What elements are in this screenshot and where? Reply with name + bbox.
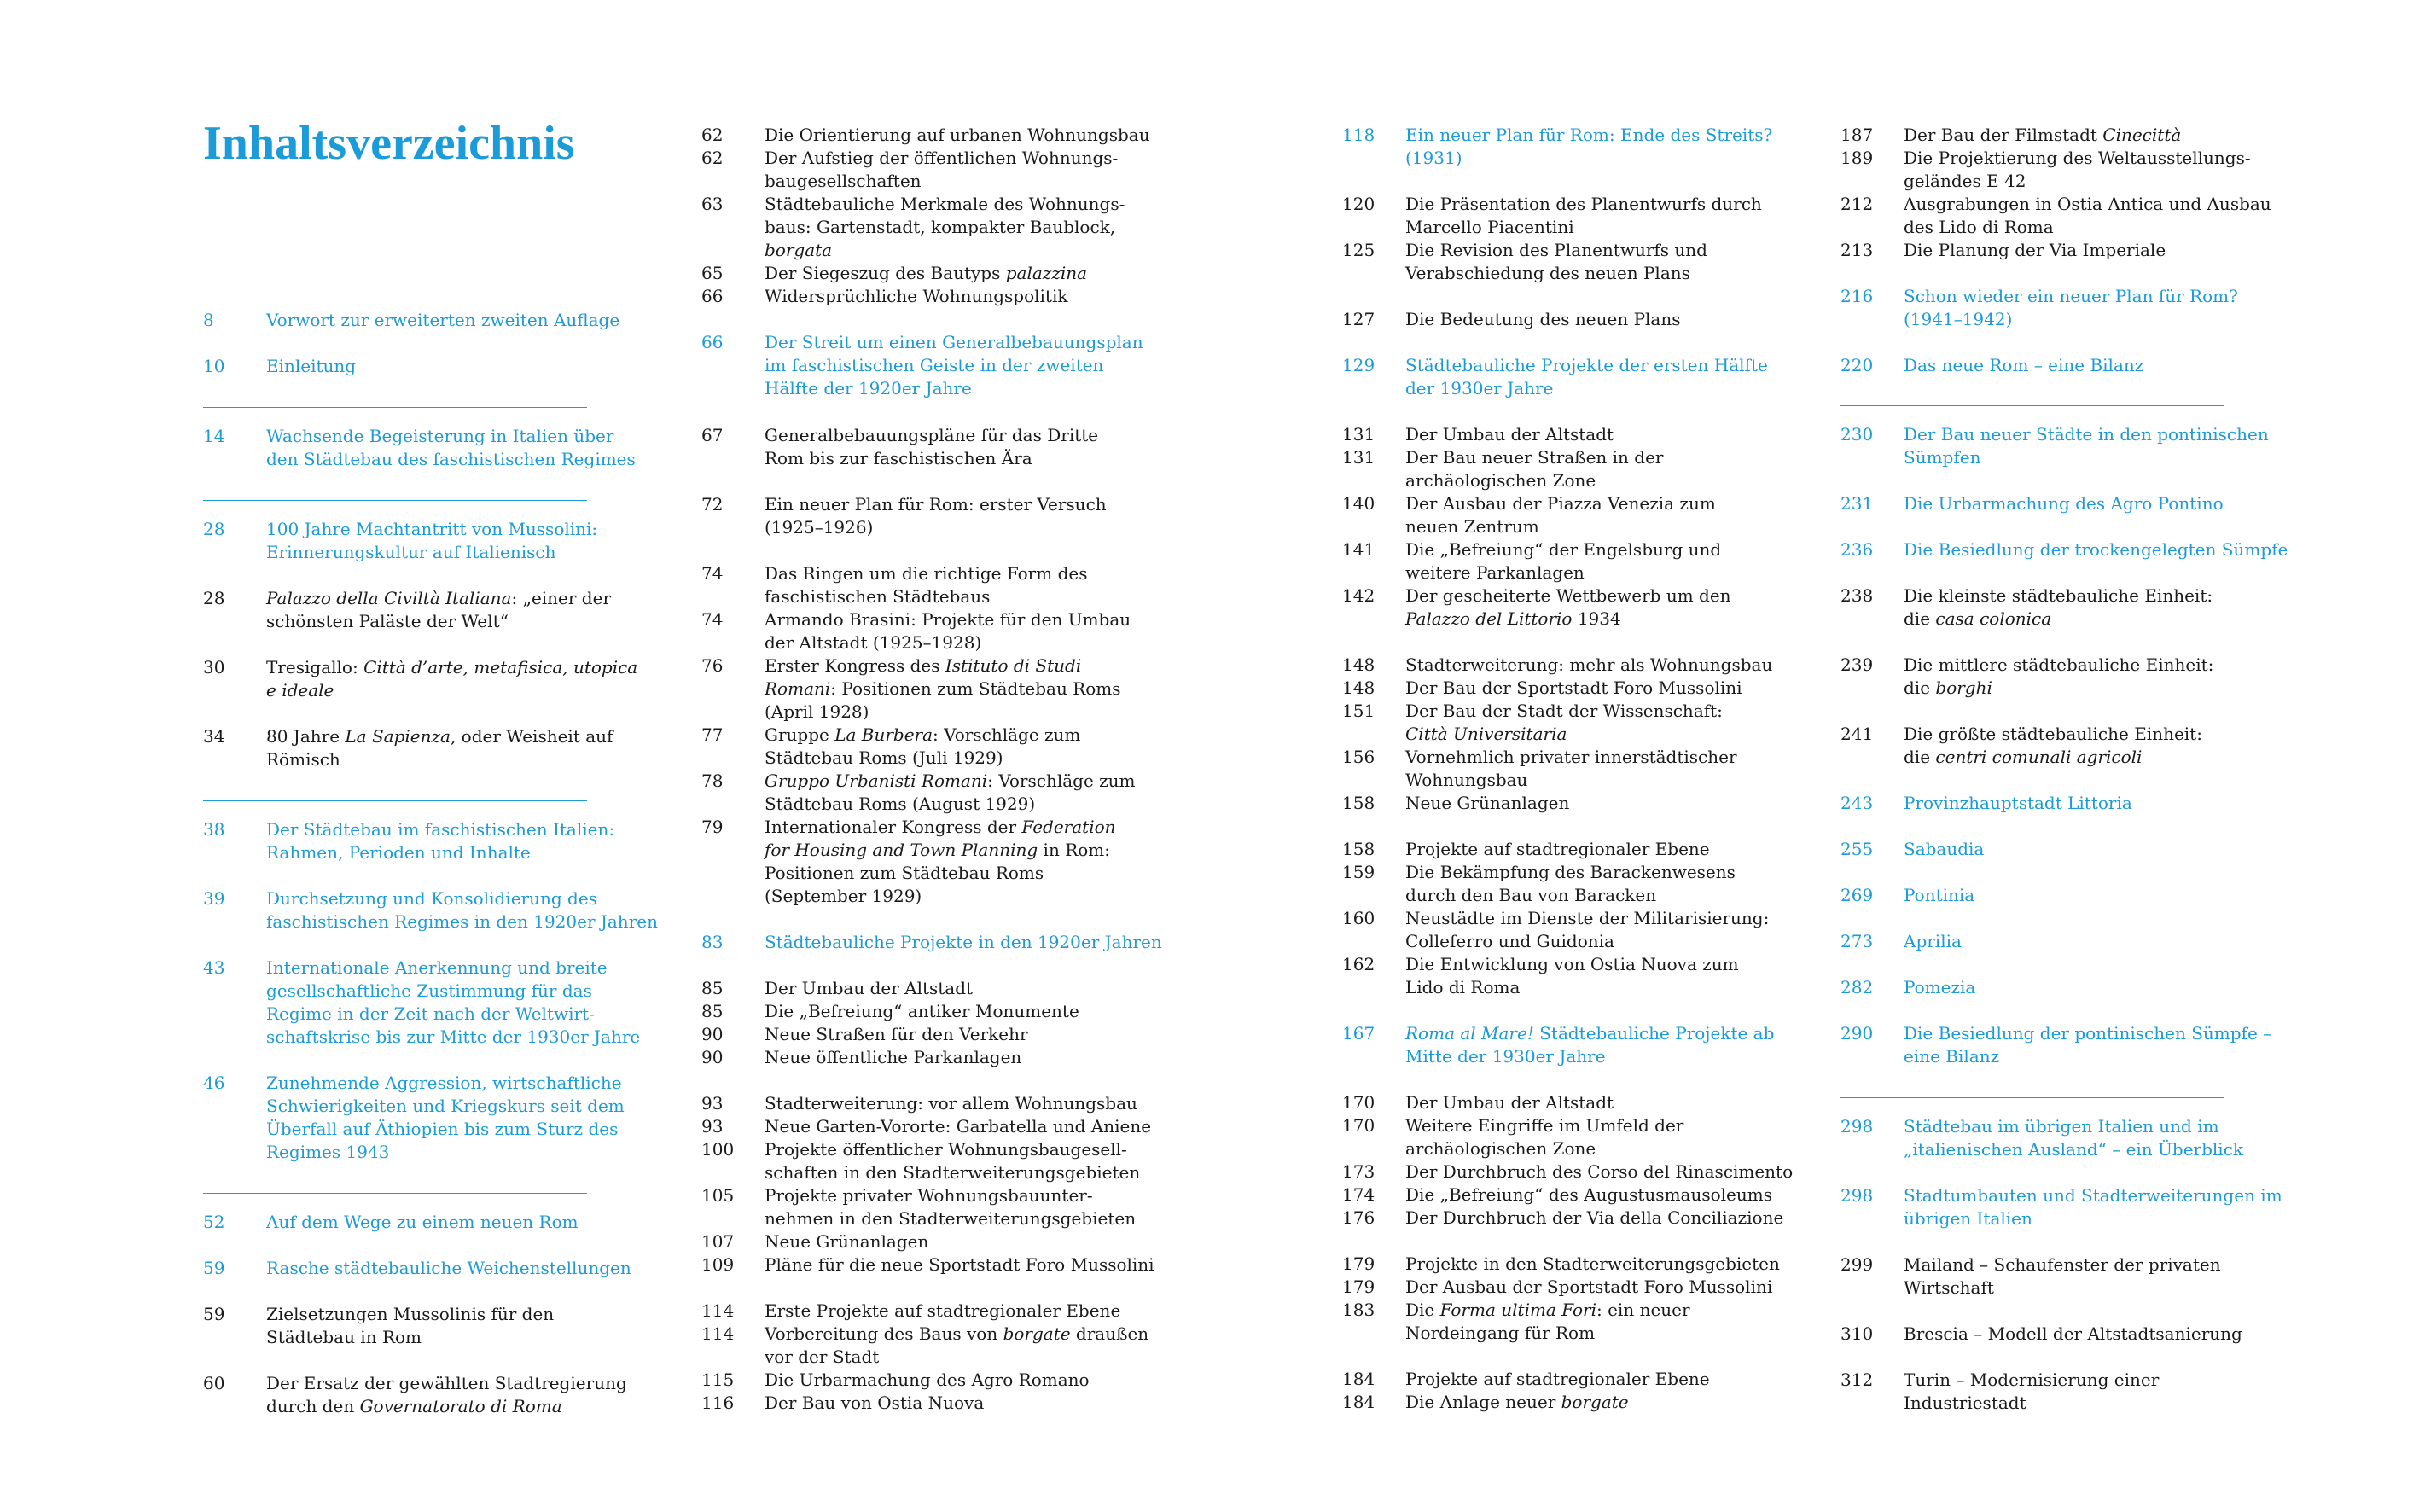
entry-title: Vorbereitung des Baus von borgate draußen [765, 1323, 1149, 1344]
page-number: 66 [701, 332, 724, 352]
page-number: 59 [203, 1304, 225, 1324]
entry-title: Die Orientierung auf urbanen Wohnungsbau [765, 125, 1150, 145]
entry-title: Überfall auf Äthiopien bis zum Sturz des [266, 1119, 619, 1139]
entry-title: Die Bedeutung des neuen Plans [1405, 309, 1681, 329]
entry-title: eine Bilanz [1904, 1046, 2000, 1067]
entry-title: archäologischen Zone [1405, 1138, 1596, 1159]
page-number: 38 [203, 819, 225, 840]
entry-title: Der Ersatz der gewählten Stadtregierung [266, 1373, 627, 1393]
section-divider [203, 800, 587, 801]
entry-title: Der Aufstieg der öffentlichen Wohnungs- [765, 148, 1119, 168]
page-number: 273 [1840, 931, 1874, 951]
entry-title: Die Projektierung des Weltausstellungs- [1904, 148, 2251, 168]
entry-title: weitere Parkanlagen [1405, 562, 1585, 583]
entry-title: archäologischen Zone [1405, 470, 1596, 491]
section-divider [203, 407, 587, 408]
entry-title: Das Ringen um die richtige Form des [765, 563, 1088, 584]
entry-title: Città Universitaria [1405, 724, 1567, 744]
entry-title: Städtebau im übrigen Italien und im [1904, 1116, 2219, 1137]
entry-title: Neue Garten-Vororte: Garbatella und Aniene [765, 1116, 1152, 1137]
page-number: 105 [701, 1185, 735, 1206]
entry-title: Die „Befreiung“ des Augustusmausoleums [1405, 1184, 1772, 1205]
entry-title: schaften in den Stadterweiterungsgebieten [765, 1162, 1141, 1183]
section-divider [1840, 1097, 2224, 1098]
entry-title: Mitte der 1930er Jahre [1405, 1046, 1606, 1067]
page-number: 67 [701, 425, 724, 445]
entry-title: Gruppe La Burbera: Vorschläge zum [765, 724, 1081, 745]
entry-title: (1931) [1405, 148, 1462, 168]
page-number: 174 [1342, 1184, 1375, 1205]
page-number: 60 [203, 1373, 225, 1393]
page-number: 118 [1342, 125, 1375, 145]
entry-title: Pläne für die neue Sportstadt Foro Mussolini [765, 1254, 1154, 1275]
page-number: 107 [701, 1231, 735, 1252]
entry-title: im faschistischen Geiste in der zweiten [765, 355, 1104, 375]
entry-title: Colleferro und Guidonia [1405, 931, 1614, 951]
entry-title: Industriestadt [1904, 1393, 2026, 1413]
entry-title: baugesellschaften [765, 171, 922, 191]
entry-title: Die „Befreiung“ der Engelsburg und [1405, 539, 1722, 560]
entry-title: 80 Jahre La Sapienza, oder Weisheit auf [266, 726, 613, 747]
entry-title: Der Ausbau der Piazza Venezia zum [1405, 493, 1716, 514]
entry-title: Neue Straßen für den Verkehr [765, 1024, 1028, 1044]
entry-title: Der Streit um einen Generalbebauungsplan [765, 332, 1143, 352]
entry-title: Der Ausbau der Sportstadt Foro Mussolini [1405, 1276, 1773, 1297]
page-number: 162 [1342, 954, 1375, 974]
entry-title: Der Bau neuer Straßen in der [1405, 447, 1664, 468]
entry-title: Ein neuer Plan für Rom: erster Versuch [765, 494, 1107, 515]
entry-title: Regime in der Zeit nach der Weltwirt- [266, 1003, 595, 1024]
entry-title: Wirtschaft [1904, 1277, 1994, 1298]
page-number: 220 [1840, 355, 1874, 375]
entry-title: Die Entwicklung von Ostia Nuova zum [1405, 954, 1739, 974]
entry-title: Brescia – Modell der Altstadtsanierung [1904, 1323, 2242, 1344]
entry-title: Turin – Modernisierung einer [1904, 1370, 2160, 1390]
entry-title: Die größte städtebauliche Einheit: [1904, 724, 2202, 744]
entry-title: Projekte auf stadtregionaler Ebene [1405, 839, 1710, 859]
page-number: 28 [203, 519, 225, 539]
entry-title: Der Umbau der Altstadt [765, 978, 974, 998]
page-number: 184 [1342, 1392, 1375, 1412]
section-divider [203, 1193, 587, 1194]
page-number: 255 [1840, 839, 1874, 859]
entry-title: neuen Zentrum [1405, 516, 1539, 537]
page-number: 78 [701, 771, 724, 791]
entry-title: Städtebauliche Merkmale des Wohnungs- [765, 194, 1125, 214]
page-title: Inhaltsverzeichnis [203, 117, 575, 170]
page-number: 290 [1840, 1023, 1874, 1044]
page-number: 34 [203, 726, 225, 747]
page-number: 115 [701, 1370, 735, 1390]
page-number: 10 [203, 356, 225, 376]
entry-title: Der Durchbruch der Via della Conciliazione [1405, 1207, 1784, 1228]
page-number: 312 [1840, 1370, 1874, 1390]
page-number: 159 [1342, 862, 1375, 882]
entry-title: Die Präsentation des Planentwurfs durch [1405, 194, 1762, 214]
entry-title: Die mittlere städtebauliche Einheit: [1904, 654, 2214, 675]
page-number: 179 [1342, 1253, 1375, 1274]
page-number: 114 [701, 1300, 735, 1321]
page-number: 131 [1342, 424, 1375, 445]
entry-title: Stadterweiterung: mehr als Wohnungsbau [1405, 654, 1773, 675]
section-divider [1840, 405, 2224, 406]
entry-title: Die Forma ultima Fori: ein neuer [1405, 1300, 1690, 1320]
entry-title: Wachsende Begeisterung in Italien über [266, 426, 614, 446]
page-number: 62 [701, 125, 724, 145]
page-number: 120 [1342, 194, 1375, 214]
entry-title: Romani: Positionen zum Städtebau Roms [765, 678, 1121, 699]
page-number: 179 [1342, 1276, 1375, 1297]
entry-title: Städtebauliche Projekte in den 1920er Jahren [765, 932, 1162, 952]
entry-title: Der gescheiterte Wettbewerb um den [1405, 585, 1731, 606]
page-number: 156 [1342, 747, 1375, 767]
page-number: 8 [203, 310, 214, 330]
page-number: 74 [701, 563, 724, 584]
entry-title: Der Siegeszug des Bautyps palazzina [765, 263, 1088, 283]
page-number: 269 [1840, 885, 1874, 905]
entry-title: schaftskrise bis zur Mitte der 1930er Jahre [266, 1026, 641, 1047]
entry-title: der Altstadt (1925–1928) [765, 632, 982, 653]
page-number: 184 [1342, 1369, 1375, 1389]
page-number: 46 [203, 1073, 225, 1093]
page-number: 52 [203, 1212, 225, 1232]
entry-title: die centri comunali agricoli [1904, 747, 2143, 767]
page-number: 238 [1840, 585, 1874, 606]
entry-title: Erinnerungskultur auf Italienisch [266, 542, 556, 562]
entry-title: den Städtebau des faschistischen Regimes [266, 449, 636, 469]
page-number: 231 [1840, 493, 1874, 514]
page-number: 170 [1342, 1092, 1375, 1113]
entry-title: Neue Grünanlagen [1405, 793, 1570, 813]
entry-title: Sabaudia [1904, 839, 1985, 859]
entry-title: Neustädte im Dienste der Militarisierung: [1405, 908, 1770, 928]
entry-title: durch den Governatorato di Roma [266, 1396, 562, 1416]
page-number: 241 [1840, 724, 1874, 744]
page-number: 76 [701, 655, 724, 676]
entry-title: for Housing and Town Planning in Rom: [765, 840, 1110, 860]
page-number: 131 [1342, 447, 1375, 468]
entry-title: Stadterweiterung: vor allem Wohnungsbau [765, 1093, 1137, 1114]
entry-title: Der Umbau der Altstadt [1405, 1092, 1614, 1113]
entry-title: Sümpfen [1904, 447, 1981, 468]
entry-title: geländes E 42 [1904, 171, 2026, 191]
entry-title: Vorwort zur erweiterten zweiten Auflage [266, 310, 620, 330]
page-number: 298 [1840, 1116, 1874, 1137]
page-number: 160 [1342, 908, 1375, 928]
entry-title: Neue öffentliche Parkanlagen [765, 1047, 1022, 1067]
entry-title: Rahmen, Perioden und Inhalte [266, 842, 531, 863]
entry-title: die casa colonica [1904, 608, 2052, 629]
entry-title: durch den Bau von Baracken [1405, 885, 1657, 905]
page-number: 93 [701, 1093, 724, 1114]
entry-title: Internationale Anerkennung und breite [266, 957, 608, 978]
entry-title: Positionen zum Städtebau Roms [765, 863, 1044, 883]
page-number: 85 [701, 1001, 724, 1021]
page-number: 243 [1840, 793, 1874, 813]
entry-title: Die kleinste städtebauliche Einheit: [1904, 585, 2213, 606]
entry-title: Widersprüchliche Wohnungspolitik [765, 286, 1068, 306]
entry-title: Pontinia [1904, 885, 1975, 905]
entry-title: Städtebauliche Projekte der ersten Hälfte [1405, 355, 1768, 375]
page-number: 90 [701, 1047, 724, 1067]
entry-title: Die Bekämpfung des Barackenwesens [1405, 862, 1736, 882]
entry-title: Die Revision des Planentwurfs und [1405, 240, 1707, 260]
page-number: 100 [701, 1139, 735, 1160]
entry-title: Auf dem Wege zu einem neuen Rom [266, 1212, 579, 1232]
entry-title: Nordeingang für Rom [1405, 1323, 1596, 1343]
page-number: 142 [1342, 585, 1375, 606]
entry-title: Die Besiedlung der pontinischen Sümpfe – [1904, 1023, 2272, 1044]
entry-title: Regimes 1943 [266, 1142, 390, 1162]
page-number: 230 [1840, 424, 1874, 445]
page-number: 213 [1840, 240, 1874, 260]
entry-title: Ein neuer Plan für Rom: Ende des Streits? [1405, 125, 1773, 145]
page-number: 140 [1342, 493, 1375, 514]
entry-title: Städtebau in Rom [266, 1327, 422, 1347]
entry-title: Städtebau Roms (Juli 1929) [765, 747, 1003, 768]
entry-title: Hälfte der 1920er Jahre [765, 378, 972, 398]
entry-title: (April 1928) [765, 701, 869, 722]
entry-title: Die „Befreiung“ antiker Monumente [765, 1001, 1079, 1021]
entry-title: Generalbebauungspläne für das Dritte [765, 425, 1099, 445]
entry-title: Marcello Piacentini [1405, 217, 1574, 237]
page-number: 187 [1840, 125, 1874, 145]
entry-title: Projekte privater Wohnungsbauunter- [765, 1185, 1093, 1206]
page-number: 170 [1342, 1115, 1375, 1136]
page-number: 74 [701, 609, 724, 630]
entry-title: (1925–1926) [765, 517, 874, 538]
entry-title: Neue Grünanlagen [765, 1231, 929, 1252]
entry-title: gesellschaftliche Zustimmung für das [266, 980, 592, 1001]
page-number: 59 [203, 1258, 225, 1278]
page-number: 141 [1342, 539, 1375, 560]
entry-title: der 1930er Jahre [1405, 378, 1554, 398]
page-number: 109 [701, 1254, 735, 1275]
page-number: 173 [1342, 1161, 1375, 1182]
page-number: 176 [1342, 1207, 1375, 1228]
entry-title: Die Urbarmachung des Agro Romano [765, 1370, 1090, 1390]
entry-title: Stadtumbauten und Stadterweiterungen im [1904, 1185, 2282, 1206]
entry-title: Durchsetzung und Konsolidierung des [266, 888, 597, 909]
entry-title: Verabschiedung des neuen Plans [1405, 263, 1690, 283]
entry-title: Der Bau der Stadt der Wissenschaft: [1405, 701, 1723, 721]
page-number: 62 [701, 148, 724, 168]
page-number: 239 [1840, 654, 1874, 675]
entry-title: Lido di Roma [1405, 977, 1521, 997]
entry-title: nehmen in den Stadterweiterungsgebieten [765, 1208, 1137, 1229]
entry-title: Weitere Eingriffe im Umfeld der [1405, 1115, 1684, 1136]
page-number: 148 [1342, 677, 1375, 698]
entry-title: Tresigallo: Città d’arte, metafisica, utopica [266, 657, 638, 677]
entry-title: Ausgrabungen in Ostia Antica und Ausbau [1904, 194, 2271, 214]
entry-title: die borghi [1904, 677, 1992, 698]
entry-title: „italienischen Ausland“ – ein Überblick [1904, 1139, 2244, 1160]
entry-title: Rasche städtebauliche Weichenstellungen [266, 1258, 631, 1278]
entry-title: Projekte in den Stadterweiterungsgebieten [1405, 1253, 1780, 1274]
page-number: 212 [1840, 194, 1874, 214]
entry-title: Der Bau neuer Städte in den pontinischen [1904, 424, 2269, 445]
entry-title: (September 1929) [765, 886, 922, 906]
page-number: 116 [701, 1393, 735, 1413]
page-number: 14 [203, 426, 225, 446]
page-number: 183 [1342, 1300, 1375, 1320]
page-number: 151 [1342, 701, 1375, 721]
entry-title: Internationaler Kongress der Federation [765, 817, 1116, 837]
entry-title: Der Umbau der Altstadt [1405, 424, 1614, 445]
page-number: 127 [1342, 309, 1375, 329]
entry-title: faschistischen Regimes in den 1920er Jahren [266, 911, 658, 932]
page-number: 158 [1342, 793, 1375, 813]
page-number: 77 [701, 724, 724, 745]
page-number: 189 [1840, 148, 1874, 168]
entry-title: Mailand – Schaufenster der privaten [1904, 1254, 2221, 1275]
page-number: 85 [701, 978, 724, 998]
entry-title: schönsten Paläste der Welt“ [266, 611, 509, 631]
entry-title: Palazzo della Civiltà Italiana: „einer der [266, 588, 612, 608]
entry-title: 100 Jahre Machtantritt von Mussolini: [266, 519, 598, 539]
page-number: 216 [1840, 286, 1874, 306]
entry-title: Gruppo Urbanisti Romani: Vorschläge zum [765, 771, 1136, 791]
entry-title: Projekte auf stadtregionaler Ebene [1405, 1369, 1710, 1389]
entry-title: Der Bau der Filmstadt Cinecittà [1904, 125, 2182, 145]
entry-title: des Lido di Roma [1904, 217, 2054, 237]
page-number: 299 [1840, 1254, 1874, 1275]
entry-title: baus: Gartenstadt, kompakter Baublock, [765, 217, 1116, 237]
entry-title: Einleitung [266, 356, 357, 376]
page-number: 236 [1840, 539, 1874, 560]
entry-title: Palazzo del Littorio 1934 [1405, 608, 1621, 629]
entry-title: Provinzhauptstadt Littoria [1904, 793, 2132, 813]
page-number: 125 [1342, 240, 1375, 260]
entry-title: Zielsetzungen Mussolinis für den [266, 1304, 555, 1324]
entry-title: Schwierigkeiten und Kriegskurs seit dem [266, 1096, 625, 1116]
entry-title: Schon wieder ein neuer Plan für Rom? [1904, 286, 2238, 306]
page-number: 83 [701, 932, 724, 952]
entry-title: übrigen Italien [1904, 1208, 2032, 1229]
entry-title: Projekte öffentlicher Wohnungsbaugesell- [765, 1139, 1127, 1160]
page-number: 310 [1840, 1323, 1874, 1344]
entry-title: Zunehmende Aggression, wirtschaftliche [266, 1073, 622, 1093]
entry-title: Römisch [266, 749, 340, 770]
page-number: 63 [701, 194, 724, 214]
page-number: 282 [1840, 977, 1874, 997]
page-number: 28 [203, 588, 225, 608]
entry-title: Wohnungsbau [1405, 770, 1528, 790]
entry-title: e ideale [266, 680, 334, 701]
entry-title: Roma al Mare! Städtebauliche Projekte ab [1405, 1023, 1775, 1044]
page-number: 39 [203, 888, 225, 909]
page-number: 114 [701, 1323, 735, 1344]
entry-title: (1941–1942) [1904, 309, 2013, 329]
entry-title: Erste Projekte auf stadtregionaler Ebene [765, 1300, 1121, 1321]
entry-title: Der Städtebau im faschistischen Italien: [266, 819, 615, 840]
entry-title: Erster Kongress des Istituto di Studi [765, 655, 1082, 676]
entry-title: Die Anlage neuer borgate [1405, 1392, 1629, 1412]
page-number: 79 [701, 817, 724, 837]
entry-title: vor der Stadt [765, 1346, 880, 1367]
entry-title: Städtebau Roms (August 1929) [765, 794, 1036, 814]
entry-title: Das neue Rom – eine Bilanz [1904, 355, 2144, 375]
page-number: 65 [701, 263, 724, 283]
entry-title: Aprilia [1904, 931, 1962, 951]
page-number: 90 [701, 1024, 724, 1044]
entry-title: Der Bau der Sportstadt Foro Mussolini [1405, 677, 1742, 698]
entry-title: borgata [765, 240, 833, 260]
page-number: 66 [701, 286, 724, 306]
page-number: 148 [1342, 654, 1375, 675]
entry-title: Der Durchbruch des Corso del Rinascimento [1405, 1161, 1794, 1182]
page-number: 30 [203, 657, 225, 677]
page-number: 43 [203, 957, 225, 978]
entry-title: Armando Brasini: Projekte für den Umbau [765, 609, 1131, 630]
entry-title: Die Besiedlung der trockengelegten Sümpfe [1904, 539, 2288, 560]
entry-title: Die Planung der Via Imperiale [1904, 240, 2166, 260]
entry-title: faschistischen Städtebaus [765, 586, 991, 607]
page-number: 72 [701, 494, 724, 515]
page-number: 298 [1840, 1185, 1874, 1206]
page-number: 158 [1342, 839, 1375, 859]
entry-title: Die Urbarmachung des Agro Pontino [1904, 493, 2224, 514]
section-divider [203, 500, 587, 501]
entry-title: Pomezia [1904, 977, 1976, 997]
entry-title: Vornehmlich privater innerstädtischer [1405, 747, 1737, 767]
entry-title: Der Bau von Ostia Nuova [765, 1393, 985, 1413]
entry-title: Rom bis zur faschistischen Ära [765, 448, 1032, 468]
page-number: 167 [1342, 1023, 1375, 1044]
page-number: 93 [701, 1116, 724, 1137]
page-number: 129 [1342, 355, 1375, 375]
